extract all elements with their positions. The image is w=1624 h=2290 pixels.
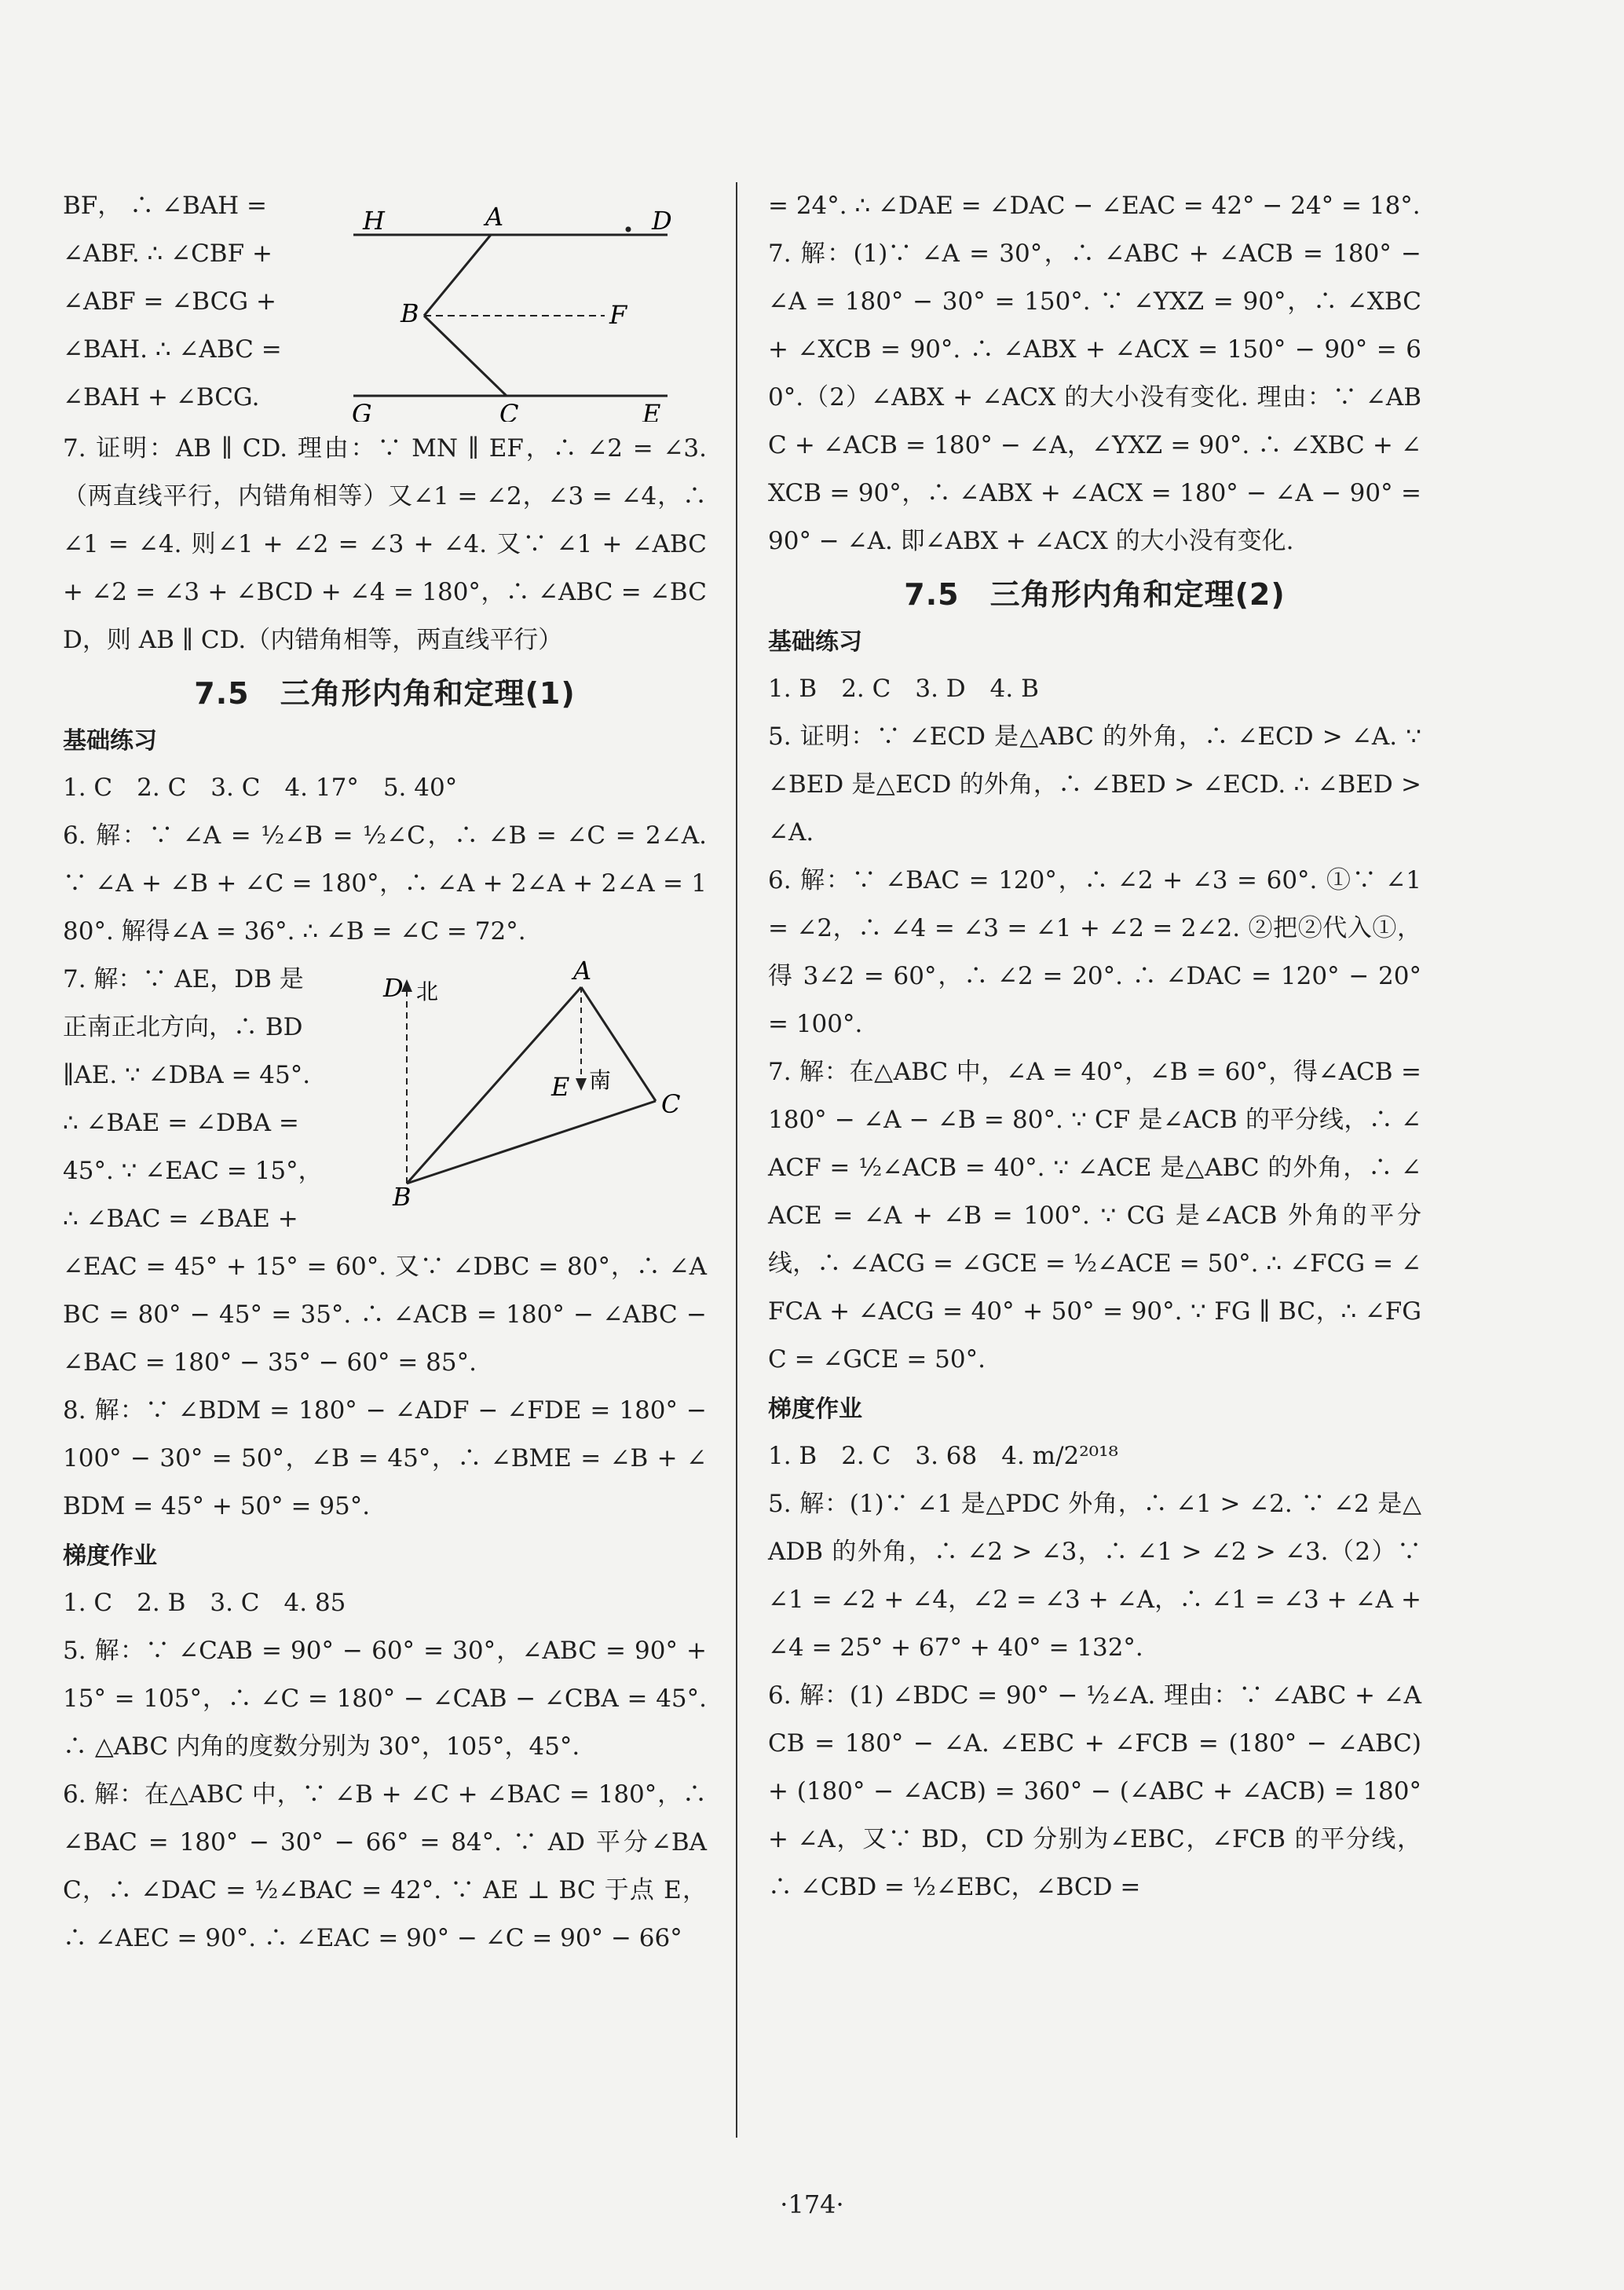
text-line: ∠ABF. ∴ ∠CBF +: [63, 240, 272, 268]
column-divider: [736, 182, 737, 2138]
left-column: [63, 182, 707, 1963]
label-B: B: [401, 298, 419, 328]
left-top-text: [63, 182, 346, 425]
text-line: 7. 解：∵ AE，DB 是: [63, 965, 304, 993]
label-south: 南: [589, 1067, 612, 1093]
left-top-block: [63, 182, 707, 425]
text-line: 45°. ∵ ∠EAC = 15°，: [63, 1157, 323, 1185]
text-line: ∠BAH + ∠BCG.: [63, 383, 260, 412]
continued-answer: = 24°. ∴ ∠DAE = ∠DAC − ∠EAC = 42° − 24° = 18°.: [768, 192, 1421, 220]
label-H: H: [363, 206, 385, 236]
basic-practice-heading: 基础练习: [63, 727, 157, 755]
text-line: ∴ ∠BAC = ∠BAE +: [63, 1205, 298, 1233]
label-A: A: [573, 956, 592, 986]
right-column: [768, 182, 1421, 1911]
parallel-lines-figure: [346, 182, 707, 425]
answer-5: 5. 证明：∵ ∠ECD 是△ABC 的外角，∴ ∠ECD > ∠A. ∵ ∠BED 是△ECD 的外角，∴ ∠BED > ∠ECD. ∴ ∠BED > ∠A.: [768, 722, 1421, 847]
gradient-homework-heading: 梯度作业: [63, 1542, 157, 1570]
answer-7: 7. 解：(1)∵ ∠A = 30°，∴ ∠ABC + ∠ACB = 180° − ∠A = 180° − 30° = 150°. ∵ ∠YXZ = 90°，∴ ∠XBC + ∠XCB = 90°. ∴ ∠ABX + ∠ACX = 150° − 90° = 60°.（2）∠ABX + ∠ACX 的大小没有变化. 理由：∵ ∠ABC + ∠ACB = 180° − ∠A，∠YXZ = 90°. ∴ ∠XBC + ∠XCB = 90°，∴ ∠ABX + ∠ACX = 180° − ∠A − 90° = 90° − ∠A. 即∠ABX + ∠ACX 的大小没有变化.: [768, 240, 1421, 555]
text-line: ∠ABF = ∠BCG +: [63, 287, 276, 316]
gradient-homework-heading: 梯度作业: [768, 1396, 862, 1423]
label-north: 北: [416, 979, 439, 1004]
label-D: D: [383, 973, 404, 1003]
answer-7-block: [63, 956, 707, 1243]
basic-practice-heading: 基础练习: [768, 628, 862, 656]
label-C: C: [499, 399, 519, 422]
answer-6: 6. 解：∵ ∠A = ½∠B = ½∠C，∴ ∠B = ∠C = 2∠A. ∵ ∠A + ∠B + ∠C = 180°，∴ ∠A + 2∠A + 2∠A = 180°. 解得∠A = 36°. ∴ ∠B = ∠C = 72°.: [63, 821, 707, 946]
text-line: 正南正北方向，∴ BD: [63, 1013, 303, 1041]
label-F: F: [609, 300, 627, 330]
grad-answers-1-4: 1. C 2. B 3. C 4. 85: [63, 1589, 346, 1617]
label-A: A: [485, 202, 504, 232]
section-title-1: 7.5 三角形内角和定理(1): [194, 676, 576, 711]
answer-7: 7. 证明：AB ∥ CD. 理由：∵ MN ∥ EF，∴ ∠2 = ∠3.（两直线平行，内错角相等）又∠1 = ∠2，∠3 = ∠4，∴ ∠1 = ∠4. 则∠1 + ∠2 = ∠3 + ∠4. 又∵ ∠1 + ∠ABC + ∠2 = ∠3 + ∠BCD + ∠4 = 180°，∴ ∠ABC = ∠BCD，则 AB ∥ CD.（内错角相等，两直线平行）: [63, 434, 707, 654]
triangle-direction-figure: [377, 956, 707, 1243]
triangle-direction-diagram: [377, 956, 707, 1207]
answer-7-continued: ∠EAC = 45° + 15° = 60°. 又∵ ∠DBC = 80°，∴ ∠ABC = 80° − 45° = 35°. ∴ ∠ACB = 180° − ∠ABC − ∠BAC = 180° − 35° − 60° = 85°.: [63, 1253, 707, 1377]
label-B: B: [393, 1182, 411, 1207]
label-D: D: [652, 206, 672, 236]
grad-answer-5: 5. 解：(1)∵ ∠1 是△PDC 外角，∴ ∠1 > ∠2. ∵ ∠2 是△ADB 的外角，∴ ∠2 > ∠3，∴ ∠1 > ∠2 > ∠3.（2）∵ ∠1 = ∠2 + ∠4，∠2 = ∠3 + ∠A，∴ ∠1 = ∠3 + ∠A + ∠4 = 25° + 67° + 40° = 132°.: [768, 1490, 1421, 1662]
section-title-2: 7.5 三角形内角和定理(2): [904, 577, 1286, 612]
answer-7-text: [63, 956, 377, 1243]
text-line: BF， ∴ ∠BAH =: [63, 192, 268, 220]
parallel-lines-diagram: [346, 182, 707, 422]
answers-1-4: 1. B 2. C 3. D 4. B: [768, 675, 1039, 703]
answers-1-5: 1. C 2. C 3. C 4. 17° 5. 40°: [63, 774, 458, 802]
label-E: E: [642, 399, 661, 422]
text-line: ∥AE. ∵ ∠DBA = 45°.: [63, 1061, 311, 1089]
grad-answer-5: 5. 解：∵ ∠CAB = 90° − 60° = 30°，∠ABC = 90° + 15° = 105°，∴ ∠C = 180° − ∠CAB − ∠CBA = 45°. ∴ △ABC 内角的度数分别为 30°，105°，45°.: [63, 1637, 707, 1761]
answer-7b: 7. 解：在△ABC 中，∠A = 40°，∠B = 60°，得∠ACB = 180° − ∠A − ∠B = 80°. ∵ CF 是∠ACB 的平分线，∴ ∠ACF = ½∠ACB = 40°. ∵ ∠ACE 是△ABC 的外角，∴ ∠ACE = ∠A + ∠B = 100°. ∵ CG 是∠ACB 外角的平分线，∴ ∠ACG = ∠GCE = ½∠ACE = 50°. ∴ ∠FCG = ∠FCA + ∠ACG = 40° + 50° = 90°. ∵ FG ∥ BC，∴ ∠FGC = ∠GCE = 50°.: [768, 1058, 1421, 1374]
label-C: C: [661, 1089, 681, 1119]
text-line: ∴ ∠BAE = ∠DBA =: [63, 1109, 299, 1137]
label-E: E: [551, 1072, 570, 1102]
grad-answer-6: 6. 解：(1) ∠BDC = 90° − ½∠A. 理由：∵ ∠ABC + ∠ACB = 180° − ∠A. ∠EBC + ∠FCB = (180° − ∠ABC) + (180° − ∠ACB) = 360° − (∠ABC + ∠ACB) = 180° + ∠A，又∵ BD，CD 分别为∠EBC，∠FCB 的平分线，∴ ∠CBD = ½∠EBC，∠BCD =: [768, 1681, 1421, 1901]
grad-answers-1-4: 1. B 2. C 3. 68 4. m/2²⁰¹⁸: [768, 1442, 1118, 1470]
answer-8: 8. 解：∵ ∠BDM = 180° − ∠ADF − ∠FDE = 180° − 100° − 30° = 50°，∠B = 45°，∴ ∠BME = ∠B + ∠BDM = 45° + 50° = 95°.: [63, 1396, 707, 1520]
page-number: ·174·: [780, 2189, 844, 2219]
grad-answer-6: 6. 解：在△ABC 中，∵ ∠B + ∠C + ∠BAC = 180°，∴ ∠BAC = 180° − 30° − 66° = 84°. ∵ AD 平分∠BAC，∴ ∠DAC = ½∠BAC = 42°. ∵ AE ⊥ BC 于点 E，∴ ∠AEC = 90°. ∴ ∠EAC = 90° − ∠C = 90° − 66°: [63, 1780, 707, 1952]
label-G: G: [352, 399, 372, 422]
text-line: ∠BAH. ∴ ∠ABC =: [63, 335, 282, 364]
answer-6: 6. 解：∵ ∠BAC = 120°，∴ ∠2 + ∠3 = 60°. ①∵ ∠1 = ∠2，∴ ∠4 = ∠3 = ∠1 + ∠2 = 2∠2. ②把②代入①，得 3∠2 = 60°，∴ ∠2 = 20°. ∴ ∠DAC = 120° − 20° = 100°.: [768, 866, 1421, 1038]
